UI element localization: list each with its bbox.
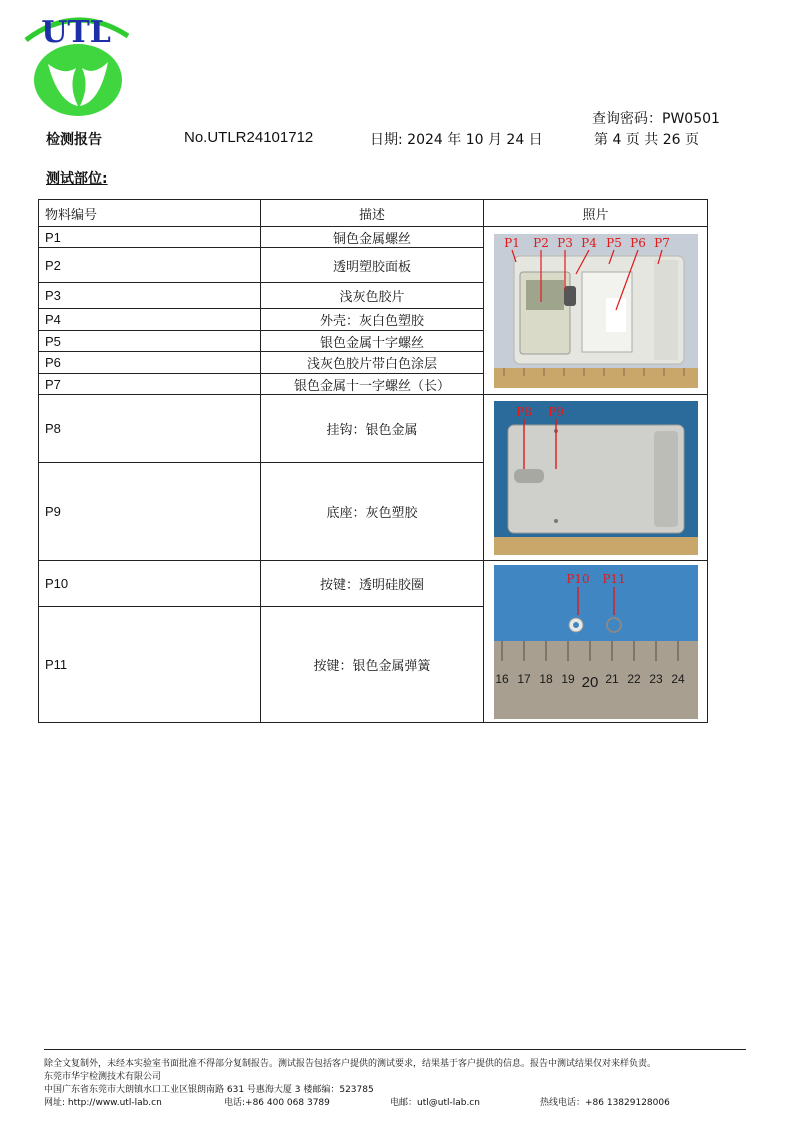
photo-3 xyxy=(484,561,708,723)
button-parts-photo xyxy=(494,565,698,719)
query-code: 查询密码：PW0501 xyxy=(592,111,720,127)
ruler-number: 22 xyxy=(626,671,641,686)
part-desc: 挂钩：银色金属 xyxy=(261,395,484,463)
part-desc: 透明塑胶面板 xyxy=(261,248,484,283)
photo-label-p10: P10 xyxy=(565,571,590,586)
ruler-number: 19 xyxy=(560,671,575,686)
footer xyxy=(44,1049,746,1110)
ruler-number: 21 xyxy=(604,671,619,686)
table-header-row xyxy=(39,200,708,227)
part-desc: 铜色金属螺丝 xyxy=(261,227,484,248)
part-code: P9 xyxy=(39,463,261,561)
photo-label-p2: P2 xyxy=(532,235,549,250)
part-desc: 浅灰色胶片 xyxy=(261,283,484,309)
footer-phone: 电话:+86 400 068 3789 xyxy=(224,1098,330,1108)
ruler-number: 24 xyxy=(670,671,685,686)
photo-label-p4: P4 xyxy=(580,235,597,250)
photo-label-p11: P11 xyxy=(601,571,626,586)
part-code: P8 xyxy=(39,395,261,463)
part-desc: 浅灰色胶片带白色涂层 xyxy=(261,352,484,374)
part-code: P5 xyxy=(39,331,261,352)
report-date: 日期: 2024 年 10 月 24 日 xyxy=(370,132,543,148)
part-code: P2 xyxy=(39,248,261,283)
part-desc: 银色金属十字螺丝 xyxy=(261,331,484,352)
page-number: 第 4 页 共 26 页 xyxy=(594,132,699,148)
part-code: P6 xyxy=(39,352,261,374)
header-desc: 描述 xyxy=(261,200,484,227)
part-code: P3 xyxy=(39,283,261,309)
part-code: P1 xyxy=(39,227,261,248)
ruler-number: 23 xyxy=(648,671,663,686)
footer-website[interactable]: 网址: http://www.utl-lab.cn xyxy=(44,1098,162,1108)
header-code: 物料编号 xyxy=(39,200,261,227)
photo-2 xyxy=(484,395,708,561)
photo-label-p1: P1 xyxy=(503,235,520,250)
table-row xyxy=(39,561,708,607)
part-desc: 外壳：灰白色塑胶 xyxy=(261,309,484,331)
part-desc: 按键：透明硅胶圈 xyxy=(261,561,484,607)
part-code: P10 xyxy=(39,561,261,607)
report-title: 检测报告 xyxy=(46,132,102,148)
utl-logo xyxy=(18,6,134,118)
footer-contacts xyxy=(44,1097,746,1110)
photo-label-p3: P3 xyxy=(556,235,573,250)
ruler-number: 20 xyxy=(581,673,598,691)
meter-base-photo xyxy=(494,401,698,555)
ruler-number: 17 xyxy=(516,671,531,686)
report-number: No.UTLR24101712 xyxy=(184,129,314,146)
photo-label-p6: P6 xyxy=(629,235,646,250)
footer-email[interactable]: 电邮：utl@utl-lab.cn xyxy=(390,1098,480,1108)
photo-label-p7: P7 xyxy=(653,235,670,250)
photo-1 xyxy=(484,227,708,395)
footer-hotline: 热线电话：+86 13829128006 xyxy=(540,1098,670,1108)
footer-disclaimer: 除全文复制外，未经本实验室书面批准不得部分复制报告。测试报告包括客户提供的测试要求，结果基于客户提供的信息。报告中测试结果仅对来样负责。 xyxy=(44,1059,657,1069)
part-code: P7 xyxy=(39,374,261,395)
meter-front-photo xyxy=(494,234,698,388)
footer-address: 中国广东省东莞市大朗镇水口工业区银朗南路 631 号惠海大厦 3 楼邮编：523785 xyxy=(44,1085,374,1095)
ruler-number: 18 xyxy=(538,671,553,686)
photo-label-p9: P9 xyxy=(547,404,564,419)
header-photo: 照片 xyxy=(484,200,708,227)
footer-company: 东莞市华宇检测技术有限公司 xyxy=(44,1072,162,1082)
logo-text: UTL xyxy=(41,15,111,50)
part-code: P11 xyxy=(39,607,261,723)
ruler-number: 16 xyxy=(494,671,509,686)
table-row xyxy=(39,395,708,463)
part-desc: 银色金属十一字螺丝（长） xyxy=(261,374,484,395)
photo-label-p5: P5 xyxy=(605,235,622,250)
part-desc: 按键：银色金属弹簧 xyxy=(261,607,484,723)
parts-table xyxy=(38,199,708,723)
part-desc: 底座：灰色塑胶 xyxy=(261,463,484,561)
section-title: 测试部位: xyxy=(46,171,108,187)
part-code: P4 xyxy=(39,309,261,331)
photo-label-p8: P8 xyxy=(515,404,532,419)
table-row xyxy=(39,227,708,248)
